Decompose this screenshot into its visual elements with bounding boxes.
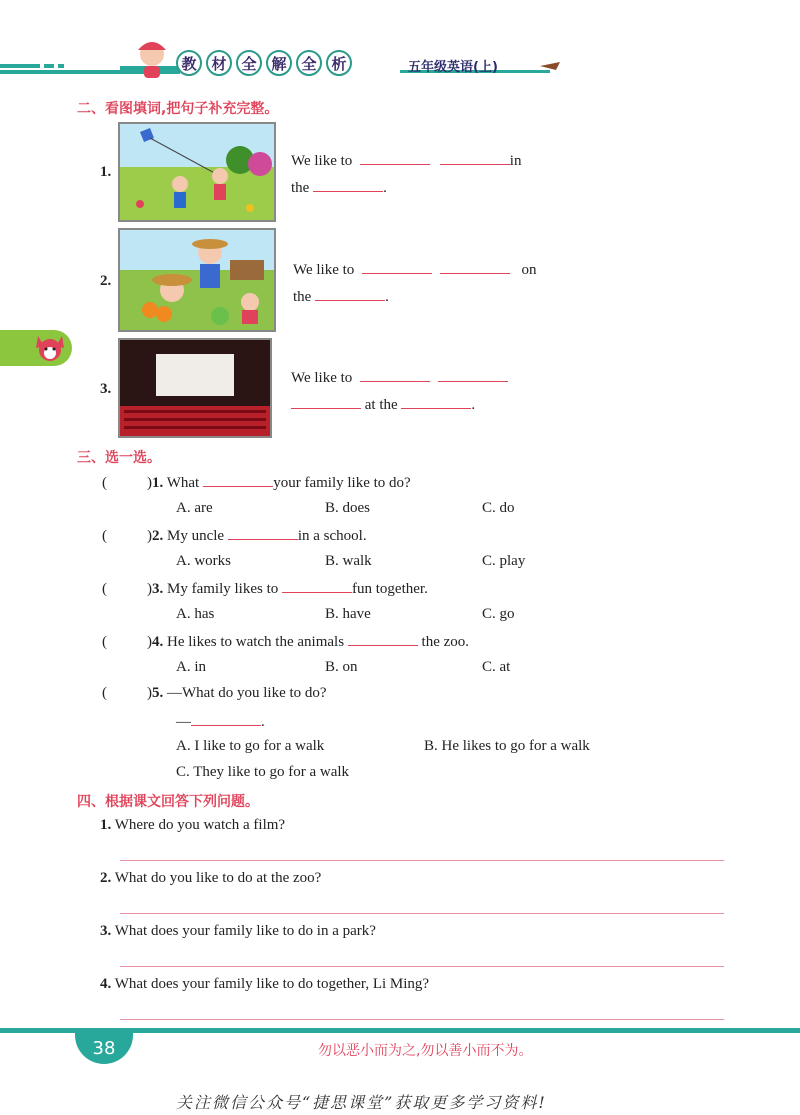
question-5	[102, 684, 327, 702]
paren: (	[102, 634, 107, 650]
fill-blank[interactable]	[228, 525, 298, 540]
q-number: 4.	[152, 634, 164, 650]
title-char: 材	[206, 50, 232, 76]
paren: (	[102, 685, 107, 701]
fill-blank[interactable]	[203, 472, 273, 487]
item-2-line-1	[293, 259, 537, 279]
item-number: 1.	[100, 164, 112, 180]
option: C. do	[482, 500, 515, 516]
answer-line[interactable]	[120, 965, 724, 967]
book-title	[176, 50, 352, 76]
question-3	[100, 922, 376, 940]
footer-motto: 勿以恶小而为之,勿以善小而不为。	[318, 1043, 533, 1059]
text: We like to	[291, 370, 353, 386]
text: —What do you like to do?	[167, 685, 327, 701]
text: We like to	[291, 153, 353, 169]
fill-blank[interactable]	[282, 578, 352, 593]
picture-cinema	[118, 338, 272, 438]
option: A. in	[176, 659, 206, 675]
paren: )	[147, 581, 152, 597]
page-number: 38	[75, 1032, 133, 1064]
side-tab	[0, 330, 72, 366]
option: A. are	[176, 500, 213, 516]
paren: (	[102, 528, 107, 544]
item-number: 3.	[100, 381, 112, 397]
text: the zoo.	[421, 634, 470, 650]
item-3-line-1	[291, 367, 508, 387]
watermark: 关注微信公众号“捷思课堂”获取更多学习资料!	[176, 1093, 547, 1112]
question-text: Where do you watch a film?	[114, 817, 286, 833]
title-char: 全	[236, 50, 262, 76]
item-3-line-2	[291, 394, 475, 414]
fill-blank[interactable]	[440, 150, 510, 165]
q-number: 3.	[152, 581, 164, 597]
fill-blank[interactable]	[360, 367, 430, 382]
text: on	[521, 262, 537, 278]
q-number: 4.	[100, 976, 112, 992]
paren: (	[102, 581, 107, 597]
q-number: 1.	[152, 475, 164, 491]
picture-park	[118, 122, 276, 222]
answer-line[interactable]	[120, 912, 724, 914]
text: your family like to do?	[273, 475, 411, 491]
header-band	[0, 60, 800, 76]
option: C. at	[482, 659, 511, 675]
title-char: 解	[266, 50, 292, 76]
text: .	[385, 289, 389, 305]
option: B. on	[325, 659, 358, 675]
picture-farm	[118, 228, 276, 332]
option: B. He likes to go for a walk	[424, 738, 590, 754]
fill-blank[interactable]	[348, 631, 418, 646]
option: C. go	[482, 606, 515, 622]
fill-blank[interactable]	[291, 394, 361, 409]
fill-blank[interactable]	[362, 259, 432, 274]
option: C. They like to go for a walk	[176, 764, 350, 780]
text: .	[383, 180, 387, 196]
paren: (	[102, 475, 107, 491]
item-1-line-2	[291, 177, 387, 197]
paren: )	[147, 528, 152, 544]
q-number: 2.	[152, 528, 164, 544]
text: We like to	[293, 262, 355, 278]
question-2	[100, 869, 321, 887]
question-1	[100, 816, 285, 834]
item-1-line-1	[291, 150, 521, 170]
section-4-heading: 四、根据课文回答下列问题。	[77, 794, 259, 810]
option: A. works	[176, 553, 231, 569]
question-4	[100, 975, 429, 993]
q-number: 3.	[100, 923, 112, 939]
text: in a school.	[297, 528, 367, 544]
q5-answer-line	[176, 711, 265, 731]
option: A. has	[176, 606, 215, 622]
answer-line[interactable]	[120, 1018, 724, 1020]
text: .	[471, 397, 476, 413]
text: .	[261, 714, 265, 730]
text: My uncle	[167, 528, 225, 544]
text: He likes to watch the animals	[167, 634, 345, 650]
fill-blank[interactable]	[401, 394, 471, 409]
question-1	[102, 472, 411, 492]
fox-mascot-icon	[32, 330, 68, 366]
q-number: 2.	[100, 870, 112, 886]
item-number: 2.	[100, 273, 112, 289]
option: C. play	[482, 553, 526, 569]
text: My family likes to	[167, 581, 279, 597]
farm-illustration	[120, 230, 274, 330]
fill-blank[interactable]	[313, 177, 383, 192]
mascot-icon	[130, 36, 174, 80]
paren: )	[147, 685, 152, 701]
text: —	[176, 714, 191, 730]
fill-blank[interactable]	[438, 367, 508, 382]
question-text: What does your family like to do together, Li Ming?	[114, 976, 430, 992]
text: fun together.	[352, 581, 428, 597]
answer-line[interactable]	[120, 859, 724, 861]
section-2-heading: 二、看图填词,把句子补充完整。	[77, 101, 279, 117]
title-char: 全	[296, 50, 322, 76]
text: in	[509, 153, 522, 169]
option: B. have	[325, 606, 371, 622]
text: What	[166, 475, 200, 491]
question-2	[102, 525, 367, 545]
q-number: 5.	[152, 685, 164, 701]
paren: )	[147, 475, 152, 491]
item-2-line-2	[293, 286, 389, 306]
question-4	[102, 631, 469, 651]
title-char: 教	[176, 50, 202, 76]
option: A. I like to go for a walk	[176, 738, 325, 754]
fill-blank[interactable]	[360, 150, 430, 165]
cinema-illustration	[120, 340, 270, 436]
fill-blank[interactable]	[440, 259, 510, 274]
fill-blank[interactable]	[315, 286, 385, 301]
option: B. walk	[325, 553, 372, 569]
fill-blank[interactable]	[191, 711, 261, 726]
text: the	[291, 180, 310, 196]
kite-flying-illustration	[120, 124, 274, 220]
question-text: What does your family like to do in a park?	[114, 923, 376, 939]
title-char: 析	[326, 50, 352, 76]
section-3-heading: 三、选一选。	[77, 450, 161, 466]
text: at the	[364, 397, 398, 413]
text: the	[293, 289, 312, 305]
option: B. does	[325, 500, 370, 516]
question-3	[102, 578, 428, 598]
paren: )	[147, 634, 152, 650]
q-number: 1.	[100, 817, 112, 833]
question-text: What do you like to do at the zoo?	[114, 870, 322, 886]
book-subtitle: 五年级英语(上)	[408, 60, 498, 75]
